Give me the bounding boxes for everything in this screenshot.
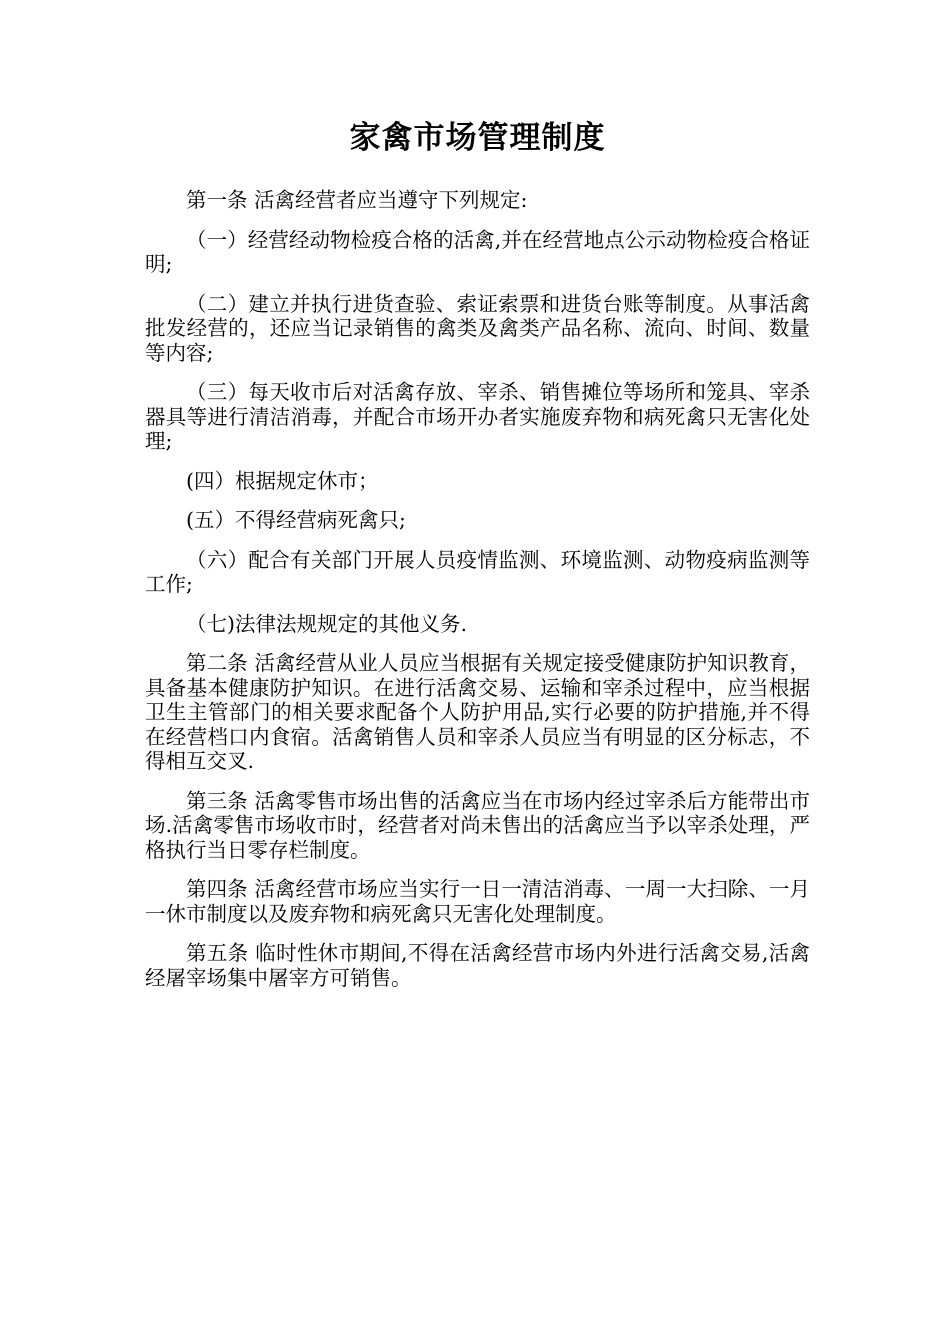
article-3: 第三条 活禽零售市场出售的活禽应当在市场内经过宰杀后方能带出市场.活禽零售市场收市时，经营者对尚未售出的活禽应当予以宰杀处理，严格执行当日零存栏制度。 xyxy=(145,788,810,862)
article-4: 第四条 活禽经营市场应当实行一日一清洁消毒、一周一大扫除、一月一休市制度以及废弃物和病死禽只无害化处理制度。 xyxy=(145,877,810,926)
page-title: 家禽市场管理制度 xyxy=(349,120,606,156)
article-1-item-5: (五）不得经营病死禽只; xyxy=(186,508,406,533)
document-page xyxy=(145,118,810,1005)
article-5: 第五条 临时性休市期间,不得在活禽经营市场内外进行活禽交易,活禽经屠宰场集中屠宰方可销售。 xyxy=(145,941,810,990)
article-1-item-2: （二）建立并执行进货查验、索证索票和进货台账等制度。从事活禽批发经营的，还应当记录销售的禽类及禽类产品名称、流向、时间、数量等内容; xyxy=(145,291,810,365)
article-1-item-7: （七)法律法规规定的其他义务. xyxy=(186,611,468,636)
article-1-item-6: （六）配合有关部门开展人员疫情监测、环境监测、动物疫病监测等工作; xyxy=(145,547,810,597)
article-1-item-3: （三）每天收市后对活禽存放、宰杀、销售摊位等场所和笼具、宰杀器具等进行清洁消毒，并配合市场开办者实施废弃物和病死禽只无害化处理; xyxy=(145,380,810,454)
article-1-intro: 第一条 活禽经营者应当遵守下列规定: xyxy=(186,188,528,213)
article-1-item-4: (四）根据规定休市； xyxy=(186,468,379,493)
article-1-item-1: （一）经营经动物检疫合格的活禽,并在经营地点公示动物检疫合格证明; xyxy=(145,227,810,277)
article-2: 第二条 活禽经营从业人员应当根据有关规定接受健康防护知识教育，具备基本健康防护知识。在进行活禽交易、运输和宰杀过程中，应当根据卫生主管部门的相关要求配备个人防护用品,实行必要的防护措施,并不得在经营档口内食宿。活禽销售人员和宰杀人员应当有明显的区分标志，不得相互交叉. xyxy=(145,651,810,774)
